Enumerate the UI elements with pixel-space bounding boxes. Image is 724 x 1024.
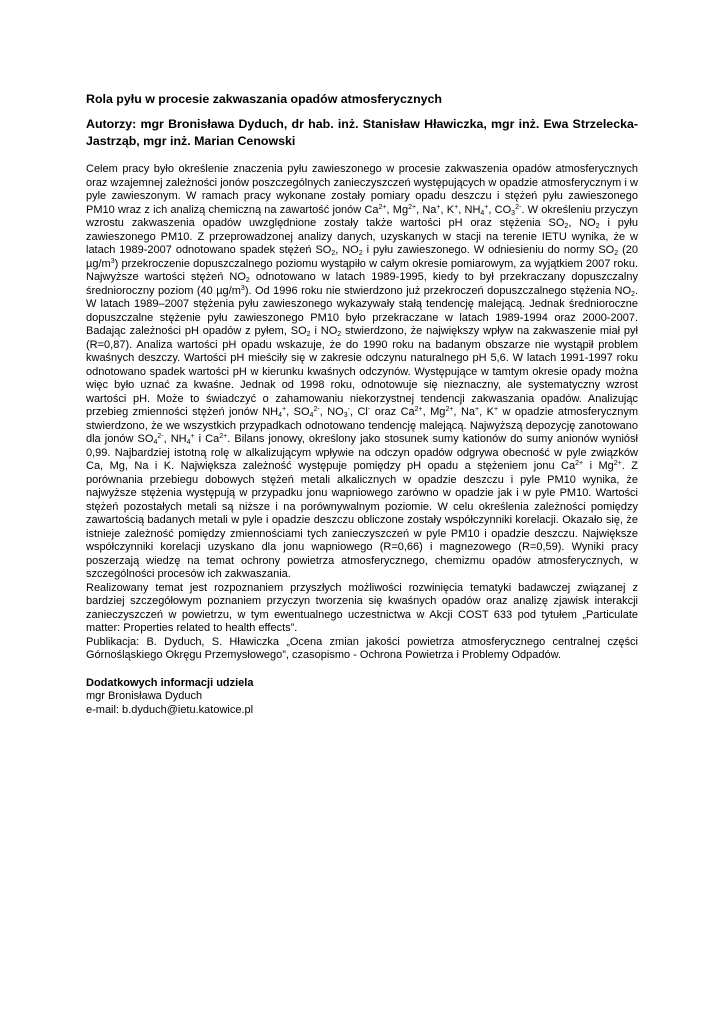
contact-block (86, 677, 638, 718)
abstract-paragraph: Celem pracy było określenie znaczenia pyłu zawieszonego w procesie zakwaszenia opadów atmosferycznych oraz wzajemnej zależności jonów poszczególnych zanieczyszczeń występujących w opadzie atmosferycznym i w pyle zawieszonym. W ramach pracy wykonane zostały pomiary opadu deszczu i stężeń pyłu zawieszonego PM10 wraz z ich analizą chemiczną na zawartość jonów $Ca^{2+}$, $Mg^{2+}$, Na+, K+, $NH_4^+$, $CO_3^{2-}$. W określeniu przyczyn wzrostu zakwaszenia opadów uwzględnione zostały także wartości pH oraz stężenia $SO_2$, $NO_2$ i pyłu zawieszonego PM10. Z przeprowadzonej analizy danych, uzyskanych w stacji na terenie IETU wynika, że w latach 1989-2007 odnotowano spadek stężeń $SO_2$, $NO_2$ i pyłu zawieszonego. W odniesieniu do normy $SO_2$ (20 $\mu g/m^3$) przekroczenie dopuszczalnego poziomu wystąpiło w całym okresie pomiarowym, za wyjątkiem 2007 roku. Najwyższe wartości stężeń $NO_2$ odnotowano w latach 1989-1995, kiedy to był przekraczany dopuszczalny średnioroczny poziom (40 $\mu g/m^3$). Od 1996 roku nie stwierdzono już przekroczeń dopuszczalnego stężenia $NO_2$. W latach 1989–2007 stężenia pyłu zawieszonego wykazywały stałą tendencję malejącą. Jednak średnioroczne dopuszczalne stężenie pyłu zawieszonego PM10 było przekraczane w latach 1989-1994 oraz 2000-2007. Badając zależności pH opadów z pyłem, $SO_2$ i $NO_2$ stwierdzono, że największy wpływ na zakwaszenie miał pył (R=0,87). Analiza wartości pH opadu wskazuje, że do 1990 roku na badanym obszarze nie wystąpił problem kwaśnych deszczy. Wartości pH mieściły się w zakresie odczynu naturalnego pH 5,6. W latach 1991-1997 roku odnotowano spadek wartości pH w kierunku kwaśnych odczynów. Występujące w tamtym okresie opady można więc było uznać za kwaśne. Jednak od 1998 roku, odnotowuje się nieznaczny, ale systematyczny wzrost wartości pH. Może to świadczyć o zahamowaniu niekorzystnej tendencji zakwaszania opadów. Analizując przebieg zmienności stężeń jonów $NH_4^+$, $SO_4^{2-}$, $NO_3^-$, Cl- oraz $Ca^{2+}$, $Mg^{2+}$, Na+, K+ w opadzie atmosferycznym stwierdzono, że we wszystkich przypadkach odnotowano tendencję malejącą. Najwyższą depozycję zanotowano dla jonów $SO_4^{2-}$, $NH_4^+$ i $Ca^{2+}$. Bilans jonowy, określony jako stosunek sumy kationów do sumy anionów wyniósł 0,99. Najbardziej istotną rolę w alkalizującym wpływie na odczyn opadów odgrywa obecność w pyle związków Ca, Mg, Na i K. Największa zależność występuje pomiędzy pH opadu a stężeniem jonu $Ca^{2+}$ i $Mg^{2+}$. Z porównania przebiegu dobowych stężeń metali alkalicznych w opadzie deszczu i pyle PM10 wynika, że najwyższe stężenia występują w przypadku jonu wapniowego zarówno w opadzie jak i w pyle PM10. Wartości stężeń pozostałych metali są niższe i na porównywalnym poziomie. W celu określenia zależności pomiędzy zawartością badanych metali w pyle i opadzie deszczu obliczone zostały współczynniki korelacji. Okazało się, że istnieje zależność pomiędzy zmiennościami tych zanieczyszczeń w pyle PM10 i opadzie deszczu. Największe współczynniki korelacji uzyskano dla jonu wapniowego (R=0,66) i magnezowego (R=0,59). Wyniki pracy poszerzają wiedzę na temat ochrony powietrza atmosferycznego, chemizmu opadów atmosferycznych, w szczególności procesów ich zakwaszania. (86, 163, 639, 580)
contact-heading: Dodatkowych informacji udziela (86, 676, 254, 689)
document-title: Rola pyłu w procesie zakwaszania opadów atmosferycznych (86, 92, 443, 106)
contact-name: mgr Bronisława Dyduch (86, 690, 203, 702)
document-body (86, 163, 638, 663)
contact-email: e-mail: b.dyduch@ietu.katowice.pl (86, 703, 254, 716)
publication-paragraph: Publikacja: B. Dyduch, S. Hławiczka „Ocena zmian jakości powietrza atmosferycznego centralnej części Górnośląskiego Okręgu Przemysłowego”, czasopismo - Ochrona Powietrza i Problemy Odpadów. (86, 635, 638, 661)
project-paragraph: Realizowany temat jest rozpoznaniem przyszłych możliwości rozwinięcia tematyki badawczej związanej z bardziej szczegółowym poznaniem przyczyn tworzenia się kwaśnych opadów oraz analizę zjawisk interakcji zanieczyszczeń w powietrzu, w tym ewentualnego uczestnictwa w Akcji COST 633 pod tytułem „Particulate matter: Properties related to health effects”. (86, 581, 638, 634)
document-page (86, 92, 638, 717)
authors-line: Autorzy: mgr Bronisława Dyduch, dr hab. inż. Stanisław Hławiczka, mgr inż. Ewa Strzelecka-Jastrząb, mgr inż. Marian Cenowski (86, 117, 638, 148)
